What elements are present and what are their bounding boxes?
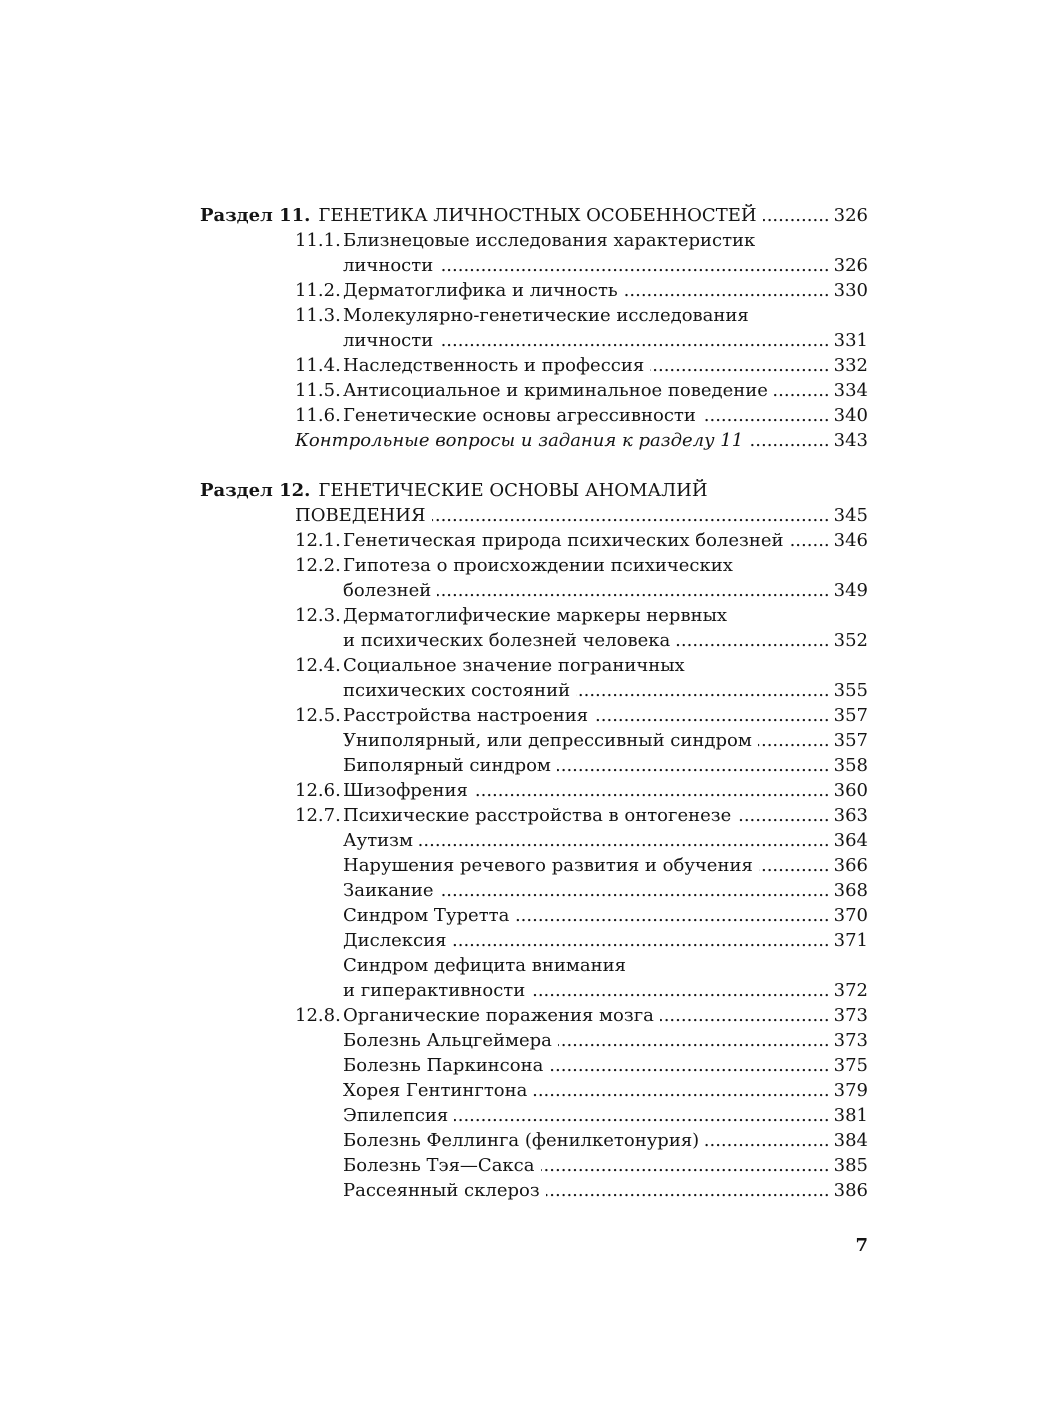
dot-leader xyxy=(576,678,830,703)
dot-leader xyxy=(759,853,830,878)
toc-section-heading xyxy=(200,478,868,503)
subentry-title: Болезнь Тэя—Сакса xyxy=(343,1155,535,1176)
dot-leader xyxy=(789,528,829,553)
toc-subentry xyxy=(200,1103,868,1128)
toc-subentry xyxy=(200,903,868,928)
toc-page-number: 386 xyxy=(833,1180,868,1201)
toc-page-number: 346 xyxy=(833,530,868,551)
section-title: ГЕНЕТИЧЕСКИЕ ОСНОВЫ АНОМАЛИЙ xyxy=(318,480,708,501)
subentry-title: Биполярный синдром xyxy=(343,755,551,776)
dot-leader xyxy=(758,728,830,753)
section-title: ПОВЕДЕНИЯ xyxy=(295,505,426,526)
toc-subentry xyxy=(200,1178,868,1203)
dot-leader xyxy=(515,903,829,928)
toc-subentry xyxy=(200,1153,868,1178)
dot-leader xyxy=(533,1078,829,1103)
subentry-title: Синдром дефицита внимания xyxy=(343,955,626,976)
toc-entry xyxy=(200,228,868,253)
section-spacer xyxy=(200,453,868,478)
dot-leader xyxy=(705,1128,829,1153)
entry-number: 12.4. xyxy=(295,655,341,676)
entry-number: 12.8. xyxy=(295,1005,341,1026)
page-folio-number: 7 xyxy=(855,1235,868,1256)
toc-section-heading xyxy=(200,203,868,228)
subentry-title: Дислексия xyxy=(343,930,447,951)
subentry-title: Заикание xyxy=(343,880,434,901)
dot-leader xyxy=(549,1053,829,1078)
entry-number: 11.4. xyxy=(295,355,341,376)
subentry-title: Униполярный, или депрессивный синдром xyxy=(343,730,752,751)
toc-page-number: 340 xyxy=(833,405,868,426)
toc-review-entry xyxy=(200,428,868,453)
toc-subentry xyxy=(200,828,868,853)
toc-page-number: 385 xyxy=(833,1155,868,1176)
entry-title: болезней xyxy=(343,580,432,601)
dot-leader xyxy=(440,878,830,903)
toc-page-number: 379 xyxy=(833,1080,868,1101)
entry-title: Психические расстройства в онтогенезе xyxy=(343,805,732,826)
toc-section-heading-continuation xyxy=(200,503,868,528)
entry-title: Расстройства настроения xyxy=(343,705,589,726)
dot-leader xyxy=(749,428,829,453)
entry-number: 12.3. xyxy=(295,605,341,626)
toc-entry-continuation xyxy=(200,628,868,653)
subentry-title: Болезнь Паркинсона xyxy=(343,1055,544,1076)
toc-entry-continuation xyxy=(200,328,868,353)
subentry-title: Аутизм xyxy=(343,830,413,851)
dot-leader xyxy=(558,1028,830,1053)
entry-title: Органические поражения мозга xyxy=(343,1005,654,1026)
entry-title: личности xyxy=(343,255,434,276)
entry-number: 12.2. xyxy=(295,555,341,576)
toc-page-number: 345 xyxy=(833,505,868,526)
toc-page-number: 381 xyxy=(833,1105,868,1126)
toc-subentry xyxy=(200,878,868,903)
toc-subentry xyxy=(200,1053,868,1078)
subentry-title: Хорея Гентингтона xyxy=(343,1080,528,1101)
toc-subentry xyxy=(200,928,868,953)
dot-leader xyxy=(624,278,830,303)
toc-entry-continuation xyxy=(200,678,868,703)
dot-leader xyxy=(452,928,829,953)
entry-title: Дерматоглифика и личность xyxy=(343,280,618,301)
dot-leader xyxy=(676,628,829,653)
toc-entry xyxy=(200,353,868,378)
dot-leader xyxy=(594,703,830,728)
toc-page-number: 352 xyxy=(833,630,868,651)
toc-page-number: 355 xyxy=(833,680,868,701)
entry-title: Генетические основы агрессивности xyxy=(343,405,696,426)
toc-subentry-continuation xyxy=(200,978,868,1003)
dot-leader xyxy=(557,753,830,778)
toc-subentry xyxy=(200,1128,868,1153)
subentry-title: Болезнь Феллинга (фенилкетонурия) xyxy=(343,1130,700,1151)
toc-page-number: 364 xyxy=(833,830,868,851)
entry-number: 12.7. xyxy=(295,805,341,826)
dot-leader xyxy=(774,378,830,403)
toc-page-number: 331 xyxy=(833,330,868,351)
toc-subentry xyxy=(200,953,868,978)
toc-page-number: 334 xyxy=(833,380,868,401)
toc-page-number: 349 xyxy=(833,580,868,601)
dot-leader xyxy=(454,1103,829,1128)
toc-page-number: 357 xyxy=(833,705,868,726)
toc-page-number: 372 xyxy=(833,980,868,1001)
entry-title: Близнецовые исследования характеристик xyxy=(343,230,756,251)
toc-entry xyxy=(200,603,868,628)
dot-leader xyxy=(763,203,830,228)
toc-page-number: 371 xyxy=(833,930,868,951)
review-title: Контрольные вопросы и задания к разделу 11 xyxy=(295,430,744,451)
toc-page-number: 330 xyxy=(833,280,868,301)
toc-subentry xyxy=(200,728,868,753)
toc-entry xyxy=(200,378,868,403)
toc-page-number: 373 xyxy=(833,1005,868,1026)
toc-entry xyxy=(200,553,868,578)
toc-page-number: 366 xyxy=(833,855,868,876)
dot-leader xyxy=(660,1003,830,1028)
entry-number: 11.1. xyxy=(295,230,341,251)
entry-number: 11.6. xyxy=(295,405,341,426)
toc-entry xyxy=(200,803,868,828)
entry-title: Гипотеза о происхождении психических xyxy=(343,555,733,576)
entry-title: Антисоциальное и криминальное поведение xyxy=(343,380,768,401)
section-label: Раздел 12. xyxy=(200,480,311,501)
dot-leader xyxy=(702,403,830,428)
dot-leader xyxy=(546,1178,830,1203)
entry-title: Генетическая природа психических болезней xyxy=(343,530,784,551)
dot-leader xyxy=(531,978,829,1003)
toc-page-number: 343 xyxy=(833,430,868,451)
entry-title: Шизофрения xyxy=(343,780,468,801)
toc-subentry xyxy=(200,853,868,878)
toc-subentry xyxy=(200,1078,868,1103)
toc-page-number: 370 xyxy=(833,905,868,926)
entry-number: 12.6. xyxy=(295,780,341,801)
dot-leader xyxy=(474,778,830,803)
entry-title: Дерматоглифические маркеры нервных xyxy=(343,605,728,626)
dot-leader xyxy=(439,328,829,353)
subentry-title: Рассеянный склероз xyxy=(343,1180,540,1201)
entry-number: 12.5. xyxy=(295,705,341,726)
entry-title: и психических болезней человека xyxy=(343,630,671,651)
subentry-title: Эпилепсия xyxy=(343,1105,449,1126)
dot-leader xyxy=(541,1153,830,1178)
toc-entry xyxy=(200,528,868,553)
toc-entry xyxy=(200,778,868,803)
toc-entry-continuation xyxy=(200,578,868,603)
entry-title: Социальное значение пограничных xyxy=(343,655,685,676)
toc-subentry xyxy=(200,753,868,778)
toc-page-number: 373 xyxy=(833,1030,868,1051)
entry-number: 11.3. xyxy=(295,305,341,326)
entry-number: 12.1. xyxy=(295,530,341,551)
dot-leader xyxy=(650,353,829,378)
toc-entry xyxy=(200,703,868,728)
toc-page-number: 375 xyxy=(833,1055,868,1076)
toc-entry xyxy=(200,1003,868,1028)
toc-page-number: 326 xyxy=(833,255,868,276)
entry-title: психических состояний xyxy=(343,680,571,701)
subentry-title: Нарушения речевого развития и обучения xyxy=(343,855,753,876)
section-title: ГЕНЕТИКА ЛИЧНОСТНЫХ ОСОБЕННОСТЕЙ xyxy=(318,205,757,226)
entry-title: личности xyxy=(343,330,434,351)
toc-page-number: 358 xyxy=(833,755,868,776)
dot-leader xyxy=(737,803,829,828)
subentry-title: Синдром Туретта xyxy=(343,905,510,926)
dot-leader xyxy=(437,578,829,603)
toc-entry xyxy=(200,278,868,303)
toc-entry xyxy=(200,403,868,428)
toc-page-number: 332 xyxy=(833,355,868,376)
toc-page-number: 363 xyxy=(833,805,868,826)
toc-page-number: 384 xyxy=(833,1130,868,1151)
toc-page-number: 368 xyxy=(833,880,868,901)
toc-entry-continuation xyxy=(200,253,868,278)
toc-entry xyxy=(200,653,868,678)
toc-subentry xyxy=(200,1028,868,1053)
entry-number: 11.2. xyxy=(295,280,341,301)
subentry-title: Болезнь Альцгеймера xyxy=(343,1030,552,1051)
section-label: Раздел 11. xyxy=(200,205,311,226)
subentry-title: и гиперактивности xyxy=(343,980,526,1001)
dot-leader xyxy=(419,828,830,853)
entry-title: Молекулярно-генетические исследования xyxy=(343,305,749,326)
dot-leader xyxy=(432,503,830,528)
table-of-contents xyxy=(200,203,868,1203)
toc-page-number: 357 xyxy=(833,730,868,751)
entry-number: 11.5. xyxy=(295,380,341,401)
entry-title: Наследственность и профессия xyxy=(343,355,645,376)
toc-page-number: 326 xyxy=(833,205,868,226)
toc-entry xyxy=(200,303,868,328)
toc-page-number: 360 xyxy=(833,780,868,801)
dot-leader xyxy=(439,253,829,278)
